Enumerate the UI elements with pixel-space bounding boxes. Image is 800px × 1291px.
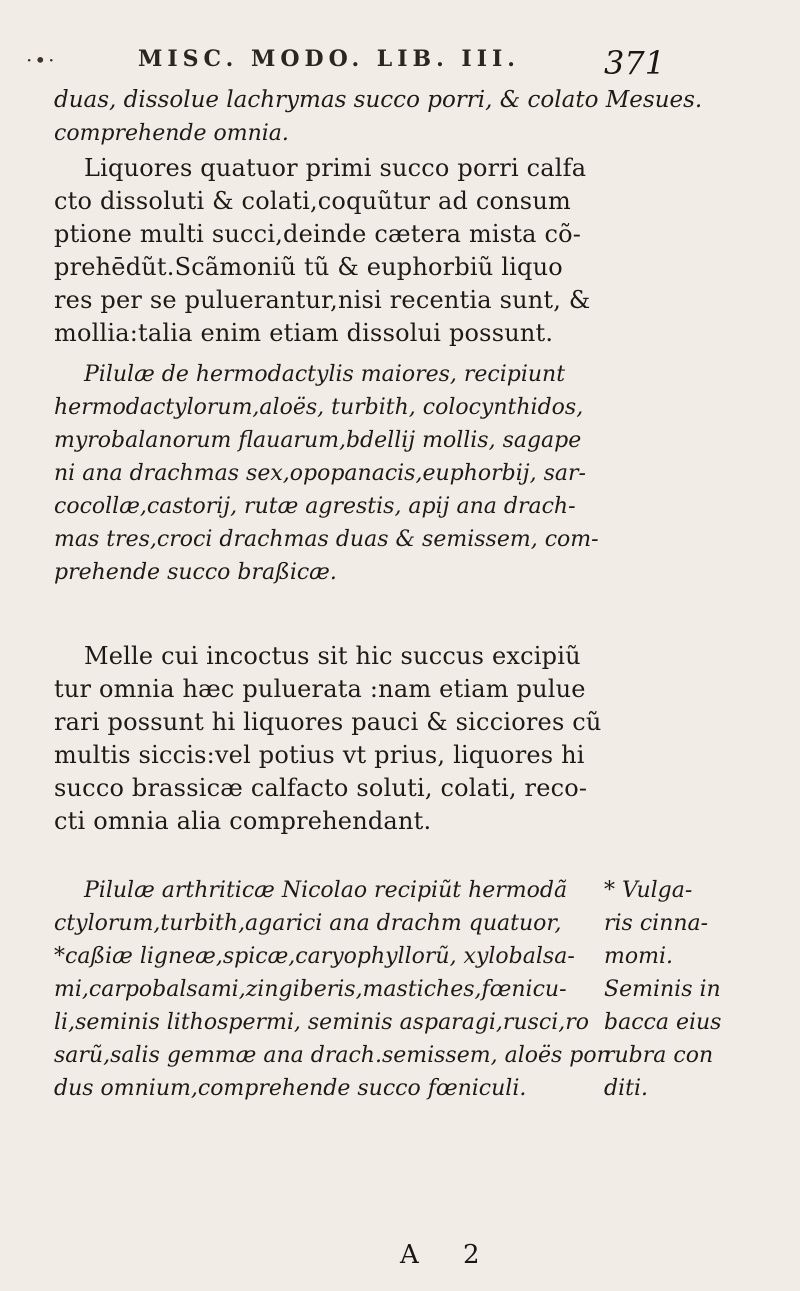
text-line: *caßiæ ligneæ,spicæ,caryophyllorũ, xylobalsa- [54, 944, 575, 969]
margin-note-line: momi. [604, 944, 673, 969]
text-line: prehende succo braßicæ. [54, 560, 337, 585]
text-line: mi,carpobalsami,zingiberis,mastiches,fœnicu- [54, 977, 567, 1002]
text-line: myrobalanorum flauarum,bdellij mollis, sagape [54, 428, 582, 453]
text-line: Liquores quatuor primi succo porri calfa [84, 154, 587, 182]
paragraph-continuation [54, 84, 704, 150]
text-line: Melle cui incoctus sit hic succus excipiũ [84, 642, 581, 670]
recipe-heading-line: Pilulæ de hermodactylis maiores, recipiunt [84, 362, 566, 387]
text-line: succo brassicæ calfacto soluti, colati, reco- [54, 774, 588, 802]
text-line: ptione multi succi,deinde cætera mista cõ- [54, 220, 582, 248]
text-line: cto dissoluti & colati,coquũtur ad consum [54, 187, 571, 215]
margin-note-line: * Vulga- [604, 878, 693, 903]
recipe-heading-line: Pilulæ arthriticæ Nicolao recipiũt hermodã [84, 878, 568, 903]
text-line: prehēdũt.Scãmoniũ tũ & euphorbiũ liquo [54, 253, 563, 281]
page-header [0, 40, 800, 80]
text-line: ni ana drachmas sex,opopanacis,euphorbij, sar- [54, 461, 586, 486]
text-line: multis siccis:vel potius vt prius, liquores hi [54, 741, 585, 769]
running-head: MISC. MODO. LIB. III. [138, 46, 520, 72]
text-line: cocollæ,castorij, rutæ agrestis, apij ana drach- [54, 494, 576, 519]
margin-note-line: rubra con [604, 1043, 714, 1068]
header-ornament: ·•· [26, 48, 57, 72]
text-line: dus omnium,comprehende succo fœniculi. [54, 1076, 527, 1101]
recipe-pilulae-arthriticae [54, 874, 611, 1105]
text-line: hermodactylorum,aloës, turbith, colocynthidos, [54, 395, 584, 420]
text-line: res per se puluerantur,nisi recentia sunt, & [54, 286, 591, 314]
text-line: mollia:talia enim etiam dissolui possunt. [54, 319, 554, 347]
margin-note-line: Seminis in [604, 977, 721, 1002]
margin-note-line: diti. [604, 1076, 648, 1101]
text-line: duas, dissolue lachrymas succo porri, & colato Mesues. [54, 87, 703, 113]
page-number: 371 [604, 44, 666, 82]
text-line: comprehende omnia. [54, 121, 289, 146]
text-line: tur omnia hæc puluerata :nam etiam pulue [54, 675, 586, 703]
text-line: sarũ,salis gemmæ ana drach.semissem, aloës pon [54, 1043, 611, 1068]
signature-mark: A 2 [400, 1240, 498, 1270]
margin-note-line: ris cinna- [604, 911, 709, 936]
text-line: ctylorum,turbith,agarici ana drachm quatuor, [54, 911, 562, 936]
text-line: mas tres,croci drachmas duas & semissem, com- [54, 527, 599, 552]
paragraph-melle [54, 640, 704, 838]
paragraph-liquores [54, 152, 704, 350]
margin-note-line: bacca eius [604, 1010, 722, 1035]
recipe-pilulae-hermodactylis [54, 358, 704, 589]
marginal-note [604, 874, 794, 1105]
text-line: li,seminis lithospermi, seminis asparagi,rusci,ro [54, 1010, 590, 1035]
text-line: rari possunt hi liquores pauci & sicciores cũ [54, 708, 602, 736]
text-line: cti omnia alia comprehendant. [54, 807, 432, 835]
